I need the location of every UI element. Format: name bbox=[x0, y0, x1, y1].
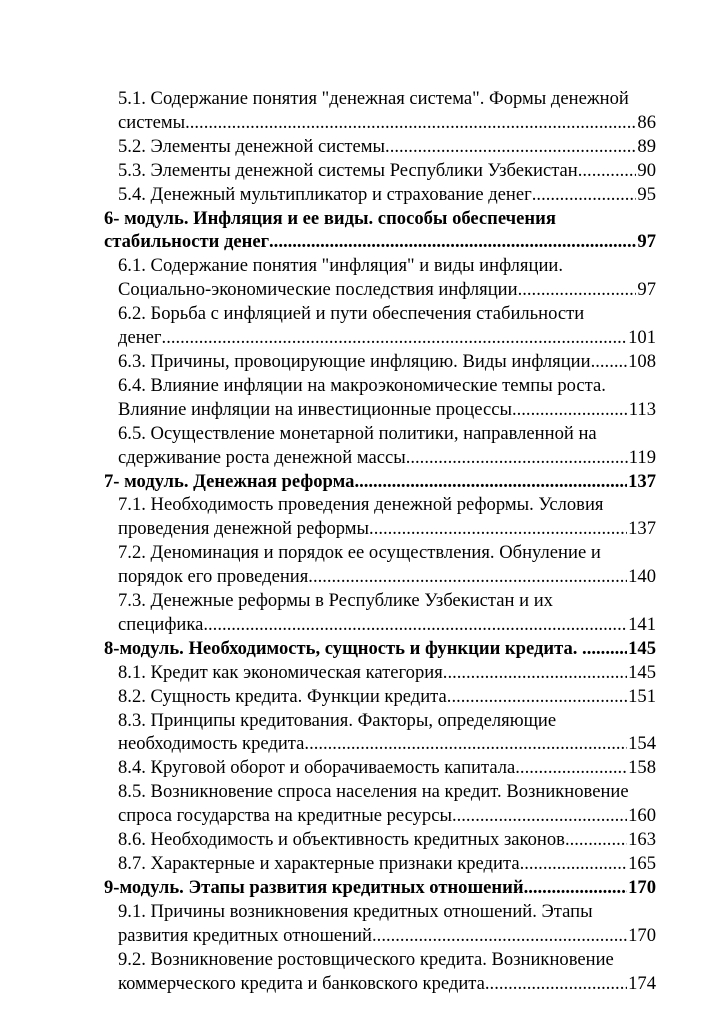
dot-leader bbox=[377, 924, 627, 948]
toc-entry-leader-line bbox=[118, 661, 656, 685]
toc-page-number: 97 bbox=[637, 231, 656, 253]
toc-entry-title-line: 8-модуль. Необходимость, сущность и функции кредита. ... bbox=[104, 637, 597, 659]
toc-page-number: 160 bbox=[628, 805, 656, 827]
toc-entry-leader-line bbox=[118, 756, 656, 780]
toc-page-number: 119 bbox=[628, 446, 656, 468]
toc-section-entry bbox=[104, 852, 656, 876]
toc-entry-title-line: 9-модуль. Этапы развития кредитных отношений. bbox=[104, 876, 529, 898]
toc-entry-title-line: 8.6. Необходимость и объективность кредитных законов. bbox=[118, 829, 570, 851]
toc-page-number: 170 bbox=[628, 876, 656, 898]
toc-section-entry bbox=[104, 589, 656, 637]
toc-entry-leader-line bbox=[118, 517, 656, 541]
dot-leader bbox=[595, 350, 627, 374]
toc-entry-title-line: порядок его проведения. bbox=[118, 566, 313, 588]
toc-entry-leader-line bbox=[104, 230, 656, 254]
toc-page-number: 154 bbox=[628, 733, 656, 755]
toc-page-number: 141 bbox=[628, 613, 656, 635]
toc-module-entry bbox=[104, 470, 656, 494]
toc-section-entry bbox=[104, 709, 656, 757]
toc-entry-leader-line bbox=[118, 828, 656, 852]
dot-leader bbox=[269, 230, 636, 254]
dot-leader bbox=[515, 756, 627, 780]
toc-page-number: 151 bbox=[628, 685, 656, 707]
toc-entry-leader-line bbox=[118, 159, 656, 183]
toc-entry-title-line: 6.2. Борьба с инфляцией и пути обеспечения стабильности bbox=[118, 303, 585, 325]
toc-entry-title-line: специфика. bbox=[118, 613, 209, 635]
dot-leader bbox=[447, 661, 627, 685]
toc-page-number: 174 bbox=[628, 972, 656, 994]
toc-entry-title-line: необходимость кредита. bbox=[118, 733, 310, 755]
dot-leader bbox=[354, 470, 627, 494]
table-of-contents bbox=[104, 87, 656, 995]
toc-page-number: 137 bbox=[628, 518, 656, 540]
toc-entry-leader-line bbox=[118, 924, 656, 948]
toc-section-entry bbox=[104, 756, 656, 780]
toc-page-number: 145 bbox=[628, 637, 656, 659]
toc-page-number: 97 bbox=[637, 279, 656, 301]
toc-section-entry bbox=[104, 661, 656, 685]
toc-entry-leader-line bbox=[118, 135, 656, 159]
toc-entry-leader-line bbox=[118, 326, 656, 350]
toc-entry-title-line: 5.3. Элементы денежной системы Республики Узбекистан. bbox=[118, 159, 583, 181]
toc-entry-title-line: 8.2. Сущность кредита. Функции кредита bbox=[118, 685, 447, 707]
toc-entry-title-line: 7.2. Деноминация и порядок ее осуществления. Обнуление и bbox=[118, 542, 601, 564]
toc-entry-title-line: Влияние инфляции на инвестиционные процессы. bbox=[118, 398, 517, 420]
toc-page-number: 158 bbox=[628, 757, 656, 779]
toc-section-entry bbox=[104, 87, 656, 135]
toc-entry-leader-line bbox=[118, 350, 656, 374]
dot-leader bbox=[190, 111, 637, 135]
toc-entry-leader-line bbox=[118, 685, 656, 709]
toc-module-entry bbox=[104, 637, 656, 661]
toc-section-entry bbox=[104, 828, 656, 852]
toc-entry-leader-line bbox=[118, 613, 656, 637]
dot-leader bbox=[313, 565, 627, 589]
dot-leader bbox=[596, 637, 627, 661]
toc-section-entry bbox=[104, 254, 656, 302]
toc-entry-title-line: 9.2. Возникновение ростовщического кредита. Возникновение bbox=[118, 948, 614, 970]
toc-section-entry bbox=[104, 350, 656, 374]
toc-entry-title-line: спроса государства на кредитные ресурсы. bbox=[118, 805, 457, 827]
toc-entry-leader-line bbox=[118, 732, 656, 756]
toc-page-number: 101 bbox=[628, 327, 656, 349]
toc-entry-leader-line bbox=[118, 398, 656, 422]
dot-leader bbox=[309, 732, 627, 756]
toc-entry-title-line: 9.1. Причины возникновения кредитных отношений. Этапы bbox=[118, 900, 593, 922]
toc-entry-title-line: 6.1. Содержание понятия "инфляция" и виды инфляции. bbox=[118, 255, 563, 277]
dot-leader bbox=[457, 804, 628, 828]
toc-entry-title-line: коммерческого кредита и банковского кредита. bbox=[118, 972, 490, 994]
toc-section-entry bbox=[104, 302, 656, 350]
toc-section-entry bbox=[104, 374, 656, 422]
toc-entry-title-line: 5.1. Содержание понятия "денежная система". Формы денежной bbox=[118, 88, 629, 109]
toc-page-number: 170 bbox=[628, 924, 656, 946]
dot-leader bbox=[517, 398, 628, 422]
toc-module-entry bbox=[104, 207, 656, 255]
dot-leader bbox=[447, 685, 627, 709]
toc-entry-leader-line bbox=[118, 111, 656, 135]
toc-section-entry bbox=[104, 541, 656, 589]
toc-entry-title-line: 8.1. Кредит как экономическая категория. bbox=[118, 661, 448, 683]
toc-page-number: 163 bbox=[628, 829, 656, 851]
toc-section-entry bbox=[104, 159, 656, 183]
dot-leader bbox=[518, 278, 637, 302]
toc-entry-title-line: 6.4. Влияние инфляции на макроэкономические темпы роста. bbox=[118, 374, 606, 396]
toc-entry-leader-line bbox=[118, 183, 656, 207]
toc-entry-leader-line bbox=[104, 876, 656, 900]
toc-section-entry bbox=[104, 422, 656, 470]
toc-entry-title-line: развития кредитных отношений. bbox=[118, 924, 377, 946]
dot-leader bbox=[208, 613, 627, 637]
dot-leader bbox=[369, 517, 627, 541]
toc-entry-title-line: 8.5. Возникновение спроса населения на кредит. Возникновение bbox=[118, 781, 629, 803]
toc-section-entry bbox=[104, 493, 656, 541]
toc-entry-title-line: 6.3. Причины, провоцирующие инфляцию. Виды инфляции. bbox=[118, 350, 596, 372]
toc-entry-title-line: 8.4. Круговой оборот и оборачиваемость капитала bbox=[118, 757, 516, 779]
dot-leader bbox=[532, 183, 637, 207]
dot-leader bbox=[520, 852, 628, 876]
toc-entry-title-line: стабильности денег bbox=[104, 231, 270, 253]
dot-leader bbox=[162, 326, 628, 350]
toc-page-number: 90 bbox=[637, 159, 656, 181]
dot-leader bbox=[582, 159, 636, 183]
toc-entry-leader-line bbox=[118, 804, 656, 828]
toc-entry-leader-line bbox=[118, 278, 656, 302]
toc-entry-title-line: 7.3. Денежные реформы в Республике Узбекистан и их bbox=[118, 590, 553, 612]
toc-entry-leader-line bbox=[118, 852, 656, 876]
toc-entry-title-line: 8.3. Принципы кредитования. Факторы, определяющие bbox=[118, 709, 557, 731]
dot-leader bbox=[528, 876, 627, 900]
toc-module-entry bbox=[104, 876, 656, 900]
toc-page-number: 108 bbox=[628, 350, 656, 372]
toc-page-number: 145 bbox=[628, 661, 656, 683]
toc-page-number: 140 bbox=[628, 566, 656, 588]
toc-page-number: 95 bbox=[637, 183, 656, 205]
toc-page-number: 86 bbox=[637, 111, 656, 133]
toc-entry-title-line: 7.1. Необходимость проведения денежной реформы. Условия bbox=[118, 494, 604, 516]
dot-leader bbox=[490, 972, 628, 996]
toc-section-entry bbox=[104, 948, 656, 996]
toc-page-number: 89 bbox=[637, 135, 656, 157]
toc-section-entry bbox=[104, 900, 656, 948]
toc-entry-title-line: 6- модуль. Инфляция и ее виды. способы обеспечения bbox=[104, 207, 556, 229]
dot-leader bbox=[570, 828, 628, 852]
toc-section-entry bbox=[104, 135, 656, 159]
toc-entry-leader-line bbox=[118, 972, 656, 996]
toc-entry-leader-line bbox=[104, 470, 656, 494]
toc-entry-title-line: Социально-экономические последствия инфляции bbox=[118, 279, 518, 301]
toc-section-entry bbox=[104, 685, 656, 709]
toc-entry-leader-line bbox=[118, 565, 656, 589]
toc-entry-title-line: 5.2. Элементы денежной системы. bbox=[118, 135, 390, 157]
toc-entry-title-line: сдерживание роста денежной массы. bbox=[118, 446, 411, 468]
toc-entry-title-line: 7- модуль. Денежная реформа bbox=[104, 470, 355, 492]
toc-entry-leader-line bbox=[104, 637, 656, 661]
toc-section-entry bbox=[104, 780, 656, 828]
dot-leader bbox=[410, 446, 627, 470]
toc-entry-title-line: системы. bbox=[118, 111, 190, 133]
toc-entry-title-line: 6.5. Осуществление монетарной политики, направленной на bbox=[118, 422, 597, 444]
toc-page-number: 165 bbox=[628, 853, 656, 874]
toc-page-number: 137 bbox=[628, 470, 656, 492]
toc-entry-title-line: денег bbox=[118, 327, 162, 349]
toc-page-number: 113 bbox=[628, 398, 656, 420]
toc-entry-title-line: проведения денежной реформы bbox=[118, 518, 370, 540]
toc-section-entry bbox=[104, 183, 656, 207]
toc-entry-leader-line bbox=[118, 446, 656, 470]
dot-leader bbox=[390, 135, 637, 159]
toc-entry-title-line: 5.4. Денежный мультипликатор и страхование денег bbox=[118, 183, 532, 205]
toc-entry-title-line: 8.7. Характерные и характерные признаки кредита bbox=[118, 853, 520, 874]
